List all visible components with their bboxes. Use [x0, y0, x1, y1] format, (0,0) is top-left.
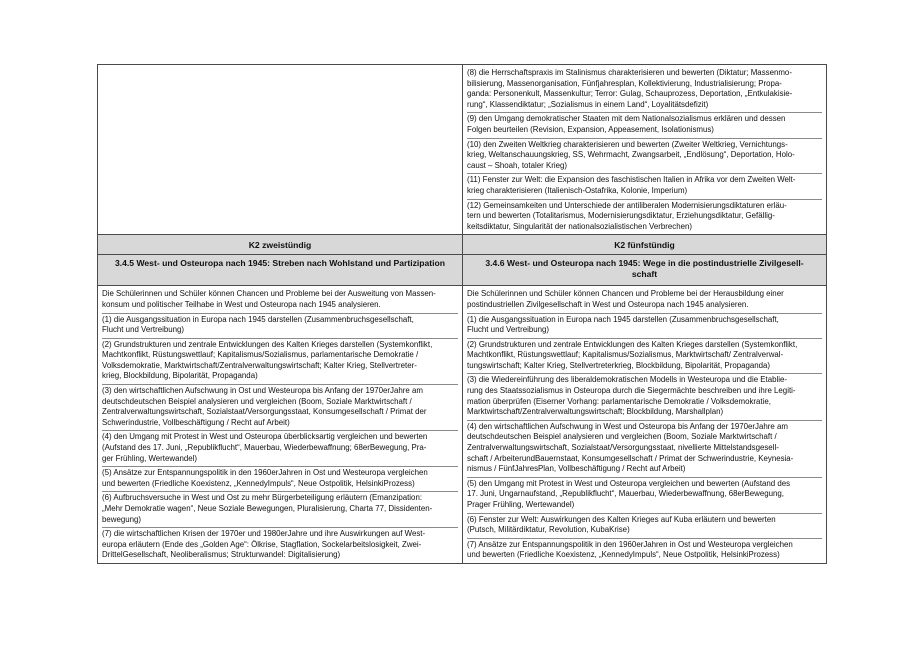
text-line: bilisierung, Massenorganisation, Fünfjahresplan, Kollektivierung, Industrialisierung; Propa- [467, 78, 782, 88]
list-item [467, 477, 822, 513]
text-line: (Aufstand des 17. Juni, „Republikflucht“, Mauerbau, Wiederbewaffnung; 68erBewegung, Pra- [102, 443, 427, 453]
text-line: schaft / ArbeiterundBauernstaat, Konsumgesellschaft / Primat der Schwerindustrie, Keynesia- [467, 453, 794, 463]
list-item [102, 338, 458, 384]
list-item [467, 513, 822, 538]
text-line: konsum und politischer Teilhabe in West und Osteuropa nach 1945 analysieren. [102, 299, 381, 309]
list-item [467, 199, 822, 235]
text-line: deutschdeutschen Beispiel analysieren und vergleichen (Boom, Soziale Marktwirtschaft / [467, 432, 777, 442]
text-line: deutschdeutschen Beispiel analysieren und vergleichen (Boom, Soziale Marktwirtschaft / [102, 396, 412, 406]
topic-header-left [98, 255, 463, 286]
text-line: rung“, Klassendiktatur; „Sozialismus in einem Land“, Loyalitätsdefizit) [467, 99, 709, 109]
text-line: Zentralverwaltungswirtschaft, Sozialstaat/Versorgungsstaat, Konsumgesellschaft / Primat der [102, 407, 427, 417]
list-item [467, 313, 822, 338]
text-line: Volksdemokratie, Marktwirtschaft/Zentralverwaltungswirtschaft; Kalter Krieg, Stellvertreter- [102, 360, 417, 370]
text-line: (7) Ansätze zur Entspannungspolitik in den 1960erJahren in Ost und Westeuropa vergleichen [467, 539, 793, 549]
empty-cell [98, 65, 463, 235]
level-header-left: K2 zweistündig [98, 235, 463, 255]
text-line: tern und bewerten (Totalitarismus, Modernisierungsdiktatur, Erziehungsdiktatur, Gefällig- [467, 211, 775, 221]
text-line: Machtkonflikt, Rüstungswettlauf; Kapitalismus/Sozialismus, Marktwirtschaft/ Zentralverwal- [467, 350, 784, 360]
text-line: (7) die wirtschaftlichen Krisen der 1970er und 1980erJahre und ihre Auswirkungen auf West- [102, 529, 426, 539]
text-line: Folgen beurteilen (Revision, Expansion, Appeasement, Isolationismus) [467, 124, 714, 134]
text-line: (2) Grundstrukturen und zentrale Entwicklungen des Kalten Krieges darstellen (Systemkonflikt, [467, 339, 798, 349]
text-line: ganda: Personenkult, Massenkultur; Terror: Gulag, Schauprozess, Deportation, „Entkulakisie- [467, 89, 793, 99]
text-line: (3) die Wiedereinführung des liberaldemokratischen Modells in Westeuropa und die Etablie- [467, 375, 788, 385]
text-line: (Putsch, Militärdiktatur, Revolution, KubaKrise) [467, 525, 630, 535]
list-item [467, 173, 822, 198]
text-line: und bewerten (Friedliche Koexistenz, „KennedyImpuls“, Neue Ostpolitik, HelsinkiProzess) [467, 550, 780, 560]
table-row-levels [98, 235, 827, 255]
text-line: Marktwirtschaft/Zentralverwaltungswirtschaft; Blockbildung, Marshallplan) [467, 407, 724, 417]
text-line: (5) Ansätze zur Entspannungspolitik in den 1960erJahren in Ost und Westeuropa vergleichen [102, 468, 428, 478]
text-line: Machtkonflikt, Rüstungswettlauf; Kapitalismus/Sozialismus, parlamentarische Demokratie / [102, 350, 419, 360]
list-item [467, 420, 822, 477]
topic-title: schaft [631, 269, 658, 280]
text-line: rung des Staatssozialismus in Osteuropa durch die Siegermächte beschreiben und ihre Legiti- [467, 386, 796, 396]
text-line: (2) Grundstrukturen und zentrale Entwicklungen des Kalten Krieges darstellen (Systemkonflikt, [102, 339, 433, 349]
list-item [467, 338, 822, 374]
text-line: Prager Frühling, Wertewandel) [467, 500, 575, 509]
text-line: 17. Juni, Ungarnaufstand, „Republikflucht“, Mauerbau, Wiederbewaffnung, 68erBewegung, [467, 489, 784, 499]
text-line: Schwerindustrie, Vollbeschäftigung / Recht auf Arbeit) [102, 417, 290, 427]
text-line: (4) den Umgang mit Protest in West und Osteuropa überblicksartig vergleichen und bewerten [102, 432, 428, 442]
text-line: (11) Fenster zur Welt: die Expansion des faschistischen Italien in Afrika vor dem Zweiten Welt- [467, 175, 796, 185]
text-line: DrittelGesellschaft, Neoliberalismus; Strukturwandel: Digitalisierung) [102, 550, 341, 560]
text-line: keitsdiktatur, Singularität der nationalsozialistischen Verbrechen) [467, 221, 693, 231]
text-line: (9) den Umgang demokratischer Staaten mit dem Nationalsozialismus erklären und dessen [467, 114, 786, 124]
text-line: Flucht und Vertreibung) [467, 325, 550, 335]
text-line: (5) den Umgang mit Protest in West und Osteuropa vergleichen und bewerten (Aufstand des [467, 478, 791, 488]
list-item [102, 527, 458, 563]
text-line: nismus / FünfJahresPlan, Vollbeschäftigung / Recht auf Arbeit) [467, 464, 686, 474]
text-line: Zentralverwaltungswirtschaft, Sozialstaat/Versorgungsstaat, nivellierte Mittelstandsgesell- [467, 443, 779, 453]
curriculum-table [97, 64, 827, 564]
text-line: und bewerten (Friedliche Koexistenz, „KennedyImpuls“, Neue Ostpolitik, HelsinkiProzess) [102, 478, 415, 488]
cell-right-items [463, 286, 827, 564]
list-item [467, 67, 822, 112]
table-row-stalinism [98, 65, 827, 235]
list-item [102, 430, 458, 466]
intro-item [467, 288, 822, 312]
text-line: ger Frühling, Wertewandel) [102, 453, 198, 463]
text-line: krieg charakterisieren (Italienisch-Ostafrika, Kolonie, Imperium) [467, 185, 688, 195]
topic-header-right [463, 255, 827, 286]
text-line: (1) die Ausgangssituation in Europa nach 1945 darstellen (Zusammenbruchsgesellschaft, [102, 314, 414, 324]
text-line: tungswirtschaft; Kalter Krieg, Stellvertreterkrieg, Blockbildung, Bipolarität, Propaganda) [467, 360, 771, 370]
list-item [102, 384, 458, 430]
text-line: (4) den wirtschaftlichen Aufschwung in West und Osteuropa bis Anfang der 1970erJahre am [467, 421, 788, 431]
cell-left-items [98, 286, 463, 564]
topic-title: 3.4.6 West- und Osteuropa nach 1945: Wege in die postindustrielle Zivilgesell- [485, 258, 804, 269]
text-line: europa erläutern (Ende des „Golden Age“: Ölkrise, Stagflation, Sockelarbeitslosigkeit, Zwei- [102, 539, 422, 549]
list-item [467, 112, 822, 137]
level-header-right: K2 fünfstündig [463, 235, 827, 255]
list-item [467, 138, 822, 174]
topic-title: 3.4.5 West- und Osteuropa nach 1945: Streben nach Wohlstand und Partizipation [114, 258, 446, 269]
text-line: krieg, Weltanschauungskrieg, SS, Wehrmacht, Zwangsarbeit, „Endlösung“, Deportation, Holo- [467, 150, 795, 160]
text-line: „Mehr Demokratie wagen“, Neue Soziale Bewegungen, Pluralisierung, Charta 77, Dissidenten- [102, 504, 433, 513]
text-line: caust – Shoah, totaler Krieg) [467, 160, 568, 170]
list-item [102, 466, 458, 491]
text-line: Die Schülerinnen und Schüler können Chancen und Probleme bei der Ausweitung von Massen- [102, 289, 436, 299]
list-item [467, 373, 822, 419]
text-line: krieg, Blockbildung, Bipolarität, Propaganda) [102, 371, 258, 381]
text-line: mation überprüfen (Eiserner Vorhang: parlamentarische Demokratie / Volksdemokratie, [467, 396, 771, 406]
cell-stalinism-items [463, 65, 827, 235]
text-line: (10) den Zweiten Weltkrieg charakterisieren und bewerten (Zweiter Weltkrieg, Vernichtungs- [467, 139, 788, 149]
list-item [102, 491, 458, 527]
text-line: postindustriellen Zivilgesellschaft in West und Osteuropa nach 1945 analysieren. [467, 299, 749, 309]
table-row-competencies [98, 286, 827, 564]
list-item [102, 313, 458, 338]
text-line: Flucht und Vertreibung) [102, 325, 185, 335]
text-line: (1) die Ausgangssituation in Europa nach 1945 darstellen (Zusammenbruchsgesellschaft, [467, 314, 779, 324]
list-item [467, 538, 822, 563]
text-line: (12) Gemeinsamkeiten und Unterschiede der antiliberalen Modernisierungsdiktaturen erläu- [467, 200, 787, 210]
text-line: (6) Fenster zur Welt: Auswirkungen des Kalten Krieges auf Kuba erläutern und bewerten [467, 514, 776, 524]
text-line: Die Schülerinnen und Schüler können Chancen und Probleme bei der Herausbildung einer [467, 289, 784, 299]
text-line: bewegung) [102, 514, 142, 524]
table-row-topics [98, 255, 827, 286]
text-line: (8) die Herrschaftspraxis im Stalinismus charakterisieren und bewerten (Diktatur; Massenmo- [467, 68, 792, 77]
text-line: (3) den wirtschaftlichen Aufschwung in Ost und Westeuropa bis Anfang der 1970erJahre am [102, 386, 423, 396]
intro-item [102, 288, 458, 312]
text-line: (6) Aufbruchsversuche in West und Ost zu mehr Bürgerbeteiligung erläutern (Emanzipation: [102, 493, 423, 503]
